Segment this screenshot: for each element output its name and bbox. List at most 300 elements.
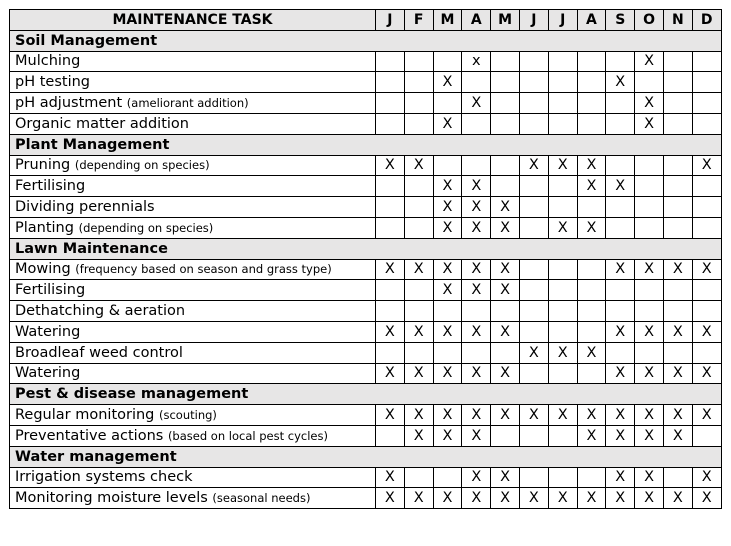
month-cell [663, 93, 692, 114]
month-cell: X [376, 155, 405, 176]
month-cell: X [433, 405, 462, 426]
month-cell [491, 425, 520, 446]
month-cell: X [548, 405, 577, 426]
month-cell: X [577, 155, 606, 176]
table-row [10, 280, 722, 301]
month-cell: X [577, 342, 606, 363]
month-cell [548, 467, 577, 488]
month-cell: X [519, 488, 548, 509]
task-name: Mulching [15, 53, 81, 70]
month-cell: X [433, 217, 462, 238]
maintenance-schedule-table [9, 9, 722, 509]
month-cell: X [433, 321, 462, 342]
month-cell [404, 301, 433, 322]
task-cell [10, 342, 376, 363]
month-cell [376, 217, 405, 238]
month-cell: X [663, 488, 692, 509]
task-cell [10, 217, 376, 238]
month-cell: X [606, 405, 635, 426]
section-row [10, 238, 722, 259]
month-cell [663, 72, 692, 93]
month-cell [519, 72, 548, 93]
task-note: (frequency based on season and grass type) [75, 262, 332, 277]
month-cell: X [433, 488, 462, 509]
month-cell: X [577, 176, 606, 197]
task-cell [10, 280, 376, 301]
month-cell [404, 72, 433, 93]
month-cell: X [404, 321, 433, 342]
month-cell [548, 93, 577, 114]
month-cell [376, 342, 405, 363]
month-cell [404, 467, 433, 488]
month-cell: X [519, 155, 548, 176]
month-cell: X [635, 363, 664, 384]
month-cell: X [663, 259, 692, 280]
task-name: Pruning [15, 157, 75, 174]
month-cell: X [462, 467, 491, 488]
month-cell: X [462, 176, 491, 197]
month-cell [462, 342, 491, 363]
month-cell: X [491, 259, 520, 280]
task-cell [10, 467, 376, 488]
month-cell [635, 72, 664, 93]
task-name: pH adjustment [15, 95, 127, 112]
month-cell [577, 301, 606, 322]
month-cell: X [462, 259, 491, 280]
section-title: Soil Management [10, 30, 722, 51]
month-cell: X [635, 425, 664, 446]
task-cell [10, 488, 376, 509]
month-cell [404, 93, 433, 114]
month-cell: X [606, 176, 635, 197]
task-cell [10, 93, 376, 114]
month-cell [404, 176, 433, 197]
month-cell [376, 93, 405, 114]
section-row [10, 446, 722, 467]
table-row [10, 363, 722, 384]
month-cell: X [577, 405, 606, 426]
task-note: (seasonal needs) [212, 491, 311, 506]
month-cell [519, 425, 548, 446]
month-cell [577, 321, 606, 342]
month-cell [635, 280, 664, 301]
month-cell [663, 176, 692, 197]
table-row [10, 467, 722, 488]
month-cell [519, 467, 548, 488]
month-cell [606, 301, 635, 322]
month-cell: X [692, 467, 721, 488]
month-cell [519, 321, 548, 342]
month-cell: X [491, 363, 520, 384]
month-cell: X [462, 197, 491, 218]
month-cell [548, 301, 577, 322]
task-name: Monitoring moisture levels [15, 490, 213, 507]
task-note: (depending on species) [78, 220, 214, 235]
month-cell: X [462, 321, 491, 342]
table-row [10, 113, 722, 134]
month-cell [548, 363, 577, 384]
month-cell [462, 72, 491, 93]
month-cell: X [491, 280, 520, 301]
month-cell [635, 155, 664, 176]
section-title: Lawn Maintenance [10, 238, 722, 259]
month-cell: X [433, 197, 462, 218]
month-cell [577, 72, 606, 93]
month-cell: X [692, 405, 721, 426]
month-cell [692, 51, 721, 72]
month-cell [663, 342, 692, 363]
month-cell: X [692, 321, 721, 342]
month-cell: X [404, 405, 433, 426]
table-row [10, 197, 722, 218]
month-cell: X [462, 405, 491, 426]
month-cell: X [692, 488, 721, 509]
month-cell: X [635, 113, 664, 134]
month-cell [606, 342, 635, 363]
month-cell: X [462, 425, 491, 446]
month-cell [692, 280, 721, 301]
month-cell [663, 467, 692, 488]
task-note: (depending on species) [74, 158, 210, 173]
month-cell: X [433, 363, 462, 384]
task-note: (based on local pest cycles) [167, 428, 328, 443]
month-cell: X [577, 488, 606, 509]
month-cell [606, 93, 635, 114]
month-cell [404, 342, 433, 363]
month-cell: X [462, 217, 491, 238]
month-cell: X [548, 217, 577, 238]
month-cell: X [433, 259, 462, 280]
task-cell [10, 425, 376, 446]
month-header: O [635, 10, 664, 31]
task-note: (ameliorant addition) [126, 96, 249, 111]
month-cell [376, 425, 405, 446]
month-cell [462, 155, 491, 176]
month-cell [577, 51, 606, 72]
month-cell [577, 197, 606, 218]
month-cell: X [433, 176, 462, 197]
month-cell: X [404, 259, 433, 280]
month-cell [692, 113, 721, 134]
task-name: Fertilising [15, 282, 86, 299]
month-cell: X [491, 217, 520, 238]
month-cell: X [577, 217, 606, 238]
task-cell [10, 155, 376, 176]
task-cell [10, 301, 376, 322]
month-cell [692, 197, 721, 218]
task-name: Broadleaf weed control [15, 344, 183, 361]
month-cell [376, 72, 405, 93]
month-cell [519, 363, 548, 384]
month-cell: X [376, 363, 405, 384]
month-cell: X [433, 72, 462, 93]
month-cell: X [548, 488, 577, 509]
month-cell [376, 197, 405, 218]
month-cell [491, 72, 520, 93]
month-cell [663, 301, 692, 322]
task-cell [10, 51, 376, 72]
section-title: Plant Management [10, 134, 722, 155]
month-cell: X [692, 363, 721, 384]
month-cell: X [462, 280, 491, 301]
month-cell [433, 342, 462, 363]
month-cell [519, 93, 548, 114]
month-cell [376, 280, 405, 301]
table-row [10, 425, 722, 446]
month-cell [663, 155, 692, 176]
month-cell: x [462, 51, 491, 72]
month-cell: X [519, 342, 548, 363]
month-cell [635, 342, 664, 363]
month-cell: X [635, 321, 664, 342]
month-cell [577, 93, 606, 114]
month-cell [606, 197, 635, 218]
task-name: pH testing [15, 74, 90, 91]
section-row [10, 134, 722, 155]
month-header: J [548, 10, 577, 31]
month-cell: X [433, 425, 462, 446]
month-cell [692, 342, 721, 363]
month-cell: X [635, 93, 664, 114]
month-cell [548, 280, 577, 301]
month-cell [462, 301, 491, 322]
month-cell [663, 113, 692, 134]
task-cell [10, 176, 376, 197]
month-cell [692, 217, 721, 238]
month-cell [692, 93, 721, 114]
month-cell [606, 51, 635, 72]
month-cell [491, 301, 520, 322]
month-cell: X [606, 72, 635, 93]
task-cell [10, 72, 376, 93]
month-cell: X [462, 363, 491, 384]
month-cell [433, 155, 462, 176]
month-cell: X [491, 488, 520, 509]
task-cell [10, 363, 376, 384]
task-note: (scouting) [159, 408, 217, 423]
month-cell [606, 155, 635, 176]
month-cell [519, 113, 548, 134]
month-cell: X [376, 259, 405, 280]
month-cell: X [635, 488, 664, 509]
month-header: F [404, 10, 433, 31]
header-row [10, 10, 722, 31]
table-row [10, 342, 722, 363]
table-row [10, 488, 722, 509]
task-name: Preventative actions [15, 427, 168, 444]
table-row [10, 176, 722, 197]
month-cell [519, 217, 548, 238]
month-cell [548, 72, 577, 93]
task-cell [10, 321, 376, 342]
month-cell: X [404, 488, 433, 509]
month-cell [376, 176, 405, 197]
table-row [10, 93, 722, 114]
month-cell: X [635, 405, 664, 426]
task-name: Mowing [15, 261, 76, 278]
table-row [10, 321, 722, 342]
month-cell [404, 113, 433, 134]
task-name: Regular monitoring [15, 407, 159, 424]
month-header: J [376, 10, 405, 31]
month-cell: X [462, 488, 491, 509]
table-row [10, 51, 722, 72]
month-cell: X [491, 197, 520, 218]
month-cell [376, 301, 405, 322]
month-cell [404, 217, 433, 238]
month-cell: X [663, 363, 692, 384]
month-header: M [491, 10, 520, 31]
month-cell: X [663, 321, 692, 342]
table-row [10, 217, 722, 238]
month-cell [663, 217, 692, 238]
month-header: M [433, 10, 462, 31]
month-header: N [663, 10, 692, 31]
month-cell [606, 113, 635, 134]
task-cell [10, 259, 376, 280]
month-cell: X [433, 113, 462, 134]
section-row [10, 384, 722, 405]
month-cell [491, 342, 520, 363]
table-body [10, 30, 722, 508]
task-name: Planting [15, 219, 79, 236]
table-row [10, 72, 722, 93]
table-row [10, 259, 722, 280]
month-cell [404, 197, 433, 218]
month-cell [548, 176, 577, 197]
month-cell [577, 113, 606, 134]
task-name: Fertilising [15, 178, 86, 195]
month-cell [606, 217, 635, 238]
month-cell [433, 301, 462, 322]
task-name: Watering [15, 365, 81, 382]
month-cell [692, 176, 721, 197]
month-cell [376, 51, 405, 72]
month-cell [577, 363, 606, 384]
month-cell [491, 51, 520, 72]
month-cell: X [606, 467, 635, 488]
section-title: Water management [10, 446, 722, 467]
month-cell [548, 113, 577, 134]
month-cell [548, 259, 577, 280]
month-cell: X [577, 425, 606, 446]
table-row [10, 301, 722, 322]
month-cell [606, 280, 635, 301]
task-name: Irrigation systems check [15, 469, 193, 486]
table-header [10, 10, 722, 31]
month-cell [635, 197, 664, 218]
table-row [10, 155, 722, 176]
month-cell: X [606, 259, 635, 280]
month-cell [433, 93, 462, 114]
month-cell: X [404, 425, 433, 446]
month-cell [548, 425, 577, 446]
month-cell [519, 176, 548, 197]
month-cell [548, 321, 577, 342]
month-cell: X [404, 155, 433, 176]
month-cell: X [548, 155, 577, 176]
task-cell [10, 113, 376, 134]
month-cell [577, 467, 606, 488]
month-cell [404, 51, 433, 72]
month-cell [519, 259, 548, 280]
month-header: J [519, 10, 548, 31]
month-header: A [462, 10, 491, 31]
month-cell [635, 176, 664, 197]
month-cell [692, 425, 721, 446]
section-title: Pest & disease management [10, 384, 722, 405]
month-cell: X [376, 405, 405, 426]
month-cell [663, 280, 692, 301]
month-cell [519, 280, 548, 301]
month-cell: X [635, 259, 664, 280]
month-header: S [606, 10, 635, 31]
month-cell: X [606, 488, 635, 509]
month-cell [548, 197, 577, 218]
month-cell: X [663, 425, 692, 446]
month-cell: X [491, 405, 520, 426]
month-cell [663, 51, 692, 72]
month-cell [376, 113, 405, 134]
month-cell: X [376, 321, 405, 342]
task-cell [10, 197, 376, 218]
month-cell [519, 197, 548, 218]
month-cell [692, 72, 721, 93]
month-cell [548, 51, 577, 72]
month-cell: X [462, 93, 491, 114]
month-cell [491, 113, 520, 134]
month-cell: X [519, 405, 548, 426]
month-cell [577, 280, 606, 301]
month-cell: X [548, 342, 577, 363]
month-cell [635, 301, 664, 322]
task-column-header: MAINTENANCE TASK [10, 10, 376, 31]
task-name: Watering [15, 323, 81, 340]
month-cell [635, 217, 664, 238]
month-cell [491, 176, 520, 197]
month-cell: X [404, 363, 433, 384]
month-cell [433, 467, 462, 488]
month-cell: X [606, 321, 635, 342]
month-cell [577, 259, 606, 280]
task-name: Organic matter addition [15, 115, 189, 132]
section-row [10, 30, 722, 51]
task-cell [10, 405, 376, 426]
month-cell [491, 155, 520, 176]
month-header: D [692, 10, 721, 31]
month-cell: X [433, 280, 462, 301]
month-cell: X [491, 467, 520, 488]
month-cell: X [606, 363, 635, 384]
month-cell: X [692, 259, 721, 280]
month-cell [404, 280, 433, 301]
month-cell [491, 93, 520, 114]
month-cell: X [376, 467, 405, 488]
month-cell: X [491, 321, 520, 342]
month-cell [433, 51, 462, 72]
month-cell [519, 51, 548, 72]
month-cell [663, 197, 692, 218]
table-row [10, 405, 722, 426]
month-cell: X [635, 467, 664, 488]
month-header: A [577, 10, 606, 31]
month-cell [692, 301, 721, 322]
task-name: Dividing perennials [15, 199, 155, 216]
month-cell: X [692, 155, 721, 176]
month-cell: X [635, 51, 664, 72]
month-cell [519, 301, 548, 322]
month-cell: X [663, 405, 692, 426]
